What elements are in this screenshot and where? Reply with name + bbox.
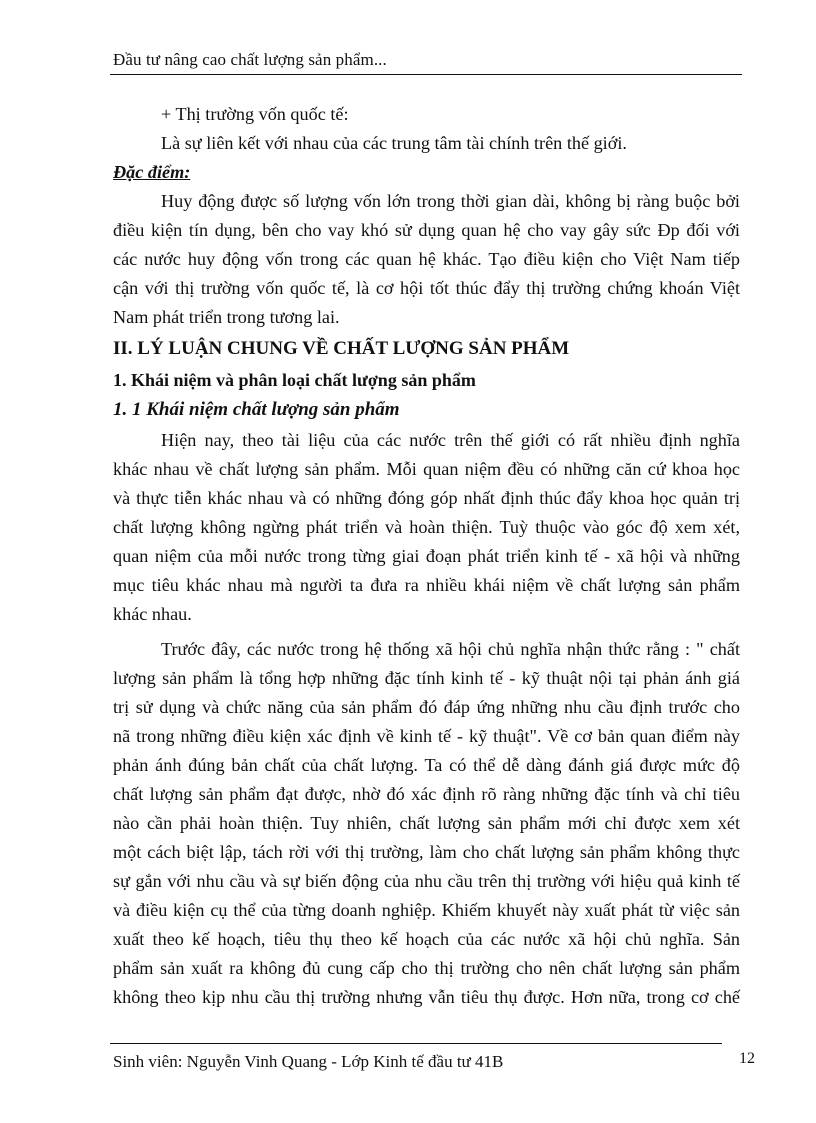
market-item: + Thị trường vốn quốc tế: [161, 104, 349, 124]
paragraph-line: nào cần phải hoàn thiện. Tuy nhiên, chất lượng sản phẩm mới chỉ được xem xét [113, 813, 740, 833]
paragraph-line: sự gắn với nhu cầu và sự biến động của nhu cầu trên thị trường với hiệu quả kinh tế [113, 871, 740, 891]
paragraph-line: và điều kiện cụ thể của từng doanh nghiệp. Khiếm khuyết này xuất phát từ việc sản [113, 900, 740, 920]
paragraph-line: và thực tiễn khác nhau và có những đóng góp nhất định thúc đẩy khoa học quản trị [113, 488, 740, 508]
paragraph-line: Hiện nay, theo tài liệu của các nước trên thế giới có rất nhiều định nghĩa [161, 430, 740, 450]
paragraph-line: Trước đây, các nước trong hệ thống xã hội chủ nghĩa nhận thức rằng : " chất [161, 639, 740, 659]
paragraph-line: Huy động được số lượng vốn lớn trong thời gian dài, không bị ràng buộc bởi [161, 191, 740, 211]
paragraph-line: cận với thị trường vốn quốc tế, là cơ hội tốt thúc đẩy thị trường chứng khoán Việt [113, 278, 740, 298]
section-heading: II. LÝ LUẬN CHUNG VỀ CHẤT LƯỢNG SẢN PHẨM [113, 338, 570, 359]
paragraph-line: trị sử dụng và chức năng của sản phẩm đó đáp ứng những nhu cầu định trước cho [113, 697, 740, 717]
page-number: 12 [739, 1050, 755, 1067]
paragraph-line: điều kiện tín dụng, bên cho vay khó sử dụng quan hệ cho vay gây sức Đp đối với [113, 220, 740, 240]
footer-rule [110, 1043, 722, 1044]
features-heading [113, 158, 740, 187]
paragraph-line: lượng sản phẩm là tổng hợp những đặc tính kinh tế - kỹ thuật nội tại phản ánh giá [113, 668, 740, 688]
paragraph-line: xuất theo kế hoạch, tiêu thụ theo kế hoạch của các nước xã hội chủ nghĩa. Sản [113, 929, 740, 949]
features-label: Đặc điểm: [113, 162, 191, 182]
paragraph-line: không theo kịp nhu cầu thị trường nhưng vẫn tiêu thụ được. Hơn nữa, trong cơ chế [113, 987, 740, 1007]
subsubsection-heading: 1. 1 Khái niệm chất lượng sản phẩm [113, 399, 400, 420]
paragraph-line: chất lượng không ngừng phát triển và hoàn thiện. Tuỳ thuộc vào góc độ xem xét, [113, 517, 740, 537]
paragraph-line: nã trong những điều kiện xác định về kinh tế - kỹ thuật". Về cơ bản quan điểm này [113, 726, 740, 746]
paragraph-line: khác nhau. [113, 604, 192, 624]
market-description: Là sự liên kết với nhau của các trung tâm tài chính trên thế giới. [161, 133, 627, 153]
definition-paragraph-2 [113, 635, 740, 1012]
paragraph-line: quan niệm của mỗi nước trong từng giai đoạn phát triển kinh tế - xã hội và những [113, 546, 740, 566]
paragraph-line: Nam phát triển trong tương lai. [113, 307, 340, 327]
paragraph-line: khác nhau về chất lượng sản phẩm. Mỗi quan niệm đều có những căn cứ khoa học [113, 459, 740, 479]
paragraph-line: một cách biệt lập, tách rời với thị trường, làm cho chất lượng sản phẩm không thực [113, 842, 740, 862]
paragraph-line: phản ánh đúng bản chất của chất lượng. Ta có thể dễ dàng đánh giá được mức độ [113, 755, 740, 775]
paragraph-line: phẩm sản xuất ra không đủ cung cấp cho thị trường cho nên chất lượng sản phẩm [113, 958, 740, 978]
running-header: Đầu tư nâng cao chất lượng sản phẩm... [113, 50, 387, 69]
footer-text: Sinh viên: Nguyễn Vinh Quang - Lớp Kinh tế đầu tư 41B [113, 1052, 504, 1071]
definition-paragraph-1 [113, 426, 740, 629]
subsection-heading: 1. Khái niệm và phân loại chất lượng sản phẩm [113, 370, 476, 390]
features-paragraph [113, 187, 740, 332]
paragraph-line: các nước huy động vốn trong các quan hệ khác. Tạo điều kiện cho Việt Nam tiếp [113, 249, 740, 269]
page-body [113, 100, 740, 1012]
header-rule [110, 74, 742, 75]
paragraph-line: mục tiêu khác nhau mà người ta đưa ra nhiều khái niệm về chất lượng sản phẩm [113, 575, 740, 595]
paragraph-line: chất lượng sản phẩm đạt được, nhờ đó xác định rõ ràng những đặc tính và chỉ tiêu [113, 784, 740, 804]
